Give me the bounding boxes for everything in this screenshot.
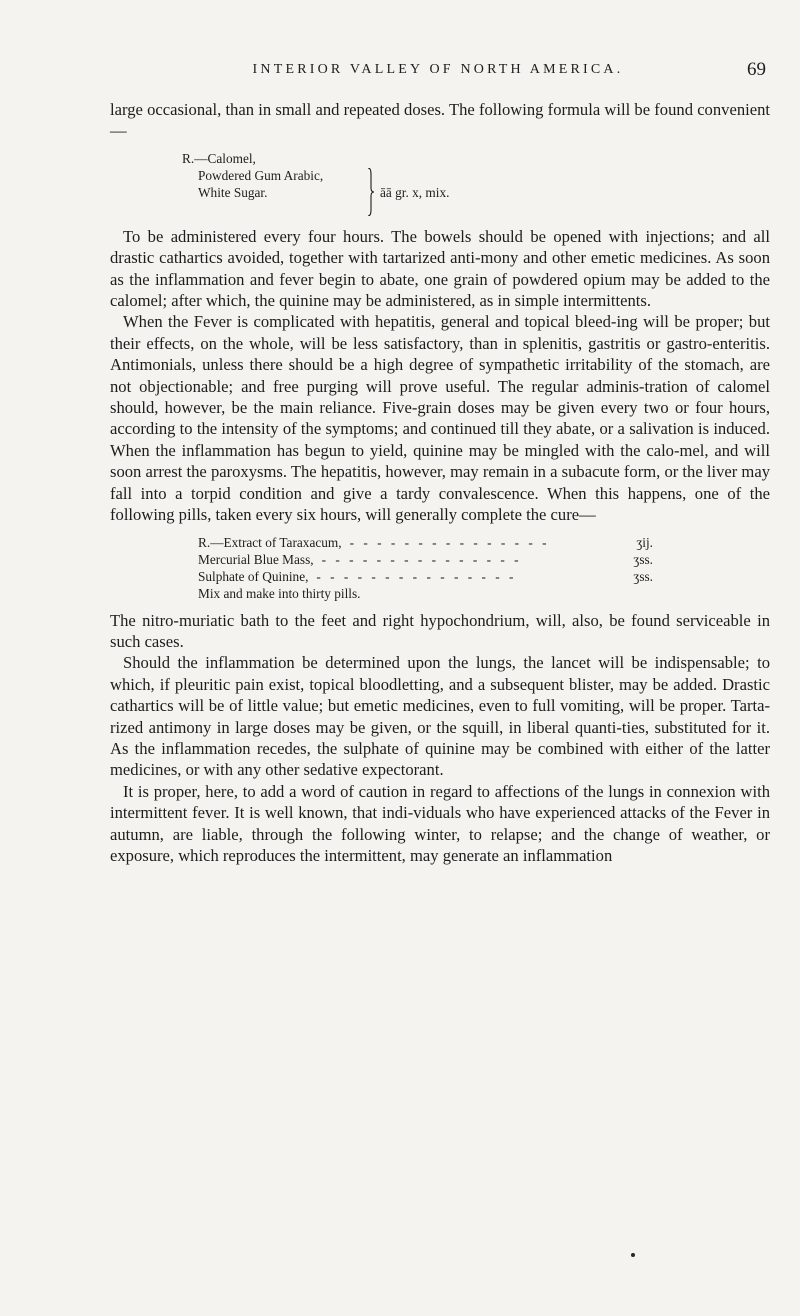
formula-calomel xyxy=(182,150,770,218)
curly-brace-icon xyxy=(368,168,374,216)
formula-row-name: Sulphate of Quinine, xyxy=(198,568,309,584)
paragraph: It is proper, here, to add a word of caution in regard to affections of the lungs in connexion with intermittent fever. It is well known, that indi-viduals who have experienced attacks of the Fever in autumn, are liable, through the following winter, to relapse; and the change of weather, or exposure, which reproduces the intermittent, may generate an inflammation xyxy=(110,781,770,865)
body-text xyxy=(110,99,770,866)
formula-ingredient: White Sugar. xyxy=(198,184,268,200)
running-head xyxy=(110,59,766,86)
formula-row xyxy=(198,534,653,551)
paragraph: When the Fever is complicated with hepatitis, general and topical bleed-ing will be proper; but their effects, on the whole, will be less satisfactory, than in splenitis, gastritis or gastro-enteritis. Antimonials, unless there should be a high degree of sympathetic irritability of the stomach, are not objectionable; and free purging will prove useful. The regular adminis-tration of calomel should, however, be the main reliance. Five-grain doses may be given every two or four hours, according to the intensity of the symptoms; and continued till they abate, or a salivation is induced. When the inflammation has begun to yield, quinine may be mingled with the calo-mel, and will soon arrest the paroxysms. The hepatitis, however, may remain in a subacute form, or the liver may fall into a torpid condition and give a tardy convalescence. When this happens, one of the following pills, taken every six hours, will generally complete the cure— xyxy=(110,312,770,525)
formula-row-qty: ʒij. xyxy=(636,534,653,550)
formula-ingredient: Powdered Gum Arabic, xyxy=(198,167,324,183)
formula-row-qty: ʒss. xyxy=(633,568,653,584)
formula-pills-list xyxy=(198,534,653,602)
formula-calomel-ingredients xyxy=(198,167,323,201)
paragraph: Should the inflammation be determined upon the lungs, the lancet will be indispensable; to which, if pleuritic pain exist, topical bloodletting, and a subsequent blister, may be added. Drastic cathartics will be of little value; but emetic medicines, even to full vomiting, will be proper. Tarta-rized antimony in large doses may be given, or the squill, in liberal quanti-ties, substituted for it. As the inflammation recedes, the sulphate of quinine may be combined with either of the latter medicines, or with any other sedative expectorant. xyxy=(110,653,770,780)
formula-pills-instruction: Mix and make into thirty pills. xyxy=(198,585,361,601)
page-number: 69 xyxy=(747,59,766,80)
formula-row xyxy=(198,551,653,568)
paragraph: The nitro-muriatic bath to the feet and right hypochondrium, will, also, be found serviceable in such cases. xyxy=(110,610,770,651)
ink-dot xyxy=(631,1253,635,1257)
formula-row-name: R.—Extract of Taraxacum, xyxy=(198,534,342,550)
formula-calomel-dose: āā gr. x, mix. xyxy=(380,184,450,200)
leader-dots: - - - - - - - - - - - - - - - xyxy=(316,568,517,584)
formula-pills xyxy=(182,534,770,602)
formula-row-name: Mercurial Blue Mass, xyxy=(198,551,314,567)
formula-calomel-braced xyxy=(182,167,770,218)
formula-row xyxy=(198,568,653,585)
paragraph-intro: large occasional, than in small and repeated doses. The following formula will be found convenient— xyxy=(110,100,770,141)
running-head-title: INTERIOR VALLEY OF NORTH AMERICA. xyxy=(252,62,624,77)
leader-dots: - - - - - - - - - - - - - - - xyxy=(321,551,522,567)
leader-dots: - - - - - - - - - - - - - - - xyxy=(349,534,550,550)
paragraph: To be administered every four hours. The bowels should be opened with injections; and all drastic cathartics avoided, together with tartarized anti-mony and other emetic medicines. As soon as the inflammation and fever begin to abate, one grain of powdered opium may be added to the calomel; after which, the quinine may be administered, as in simple intermittents. xyxy=(110,226,770,311)
formula-row-qty: ʒss. xyxy=(633,551,653,567)
formula-calomel-rx: R.—Calomel, xyxy=(182,150,256,166)
